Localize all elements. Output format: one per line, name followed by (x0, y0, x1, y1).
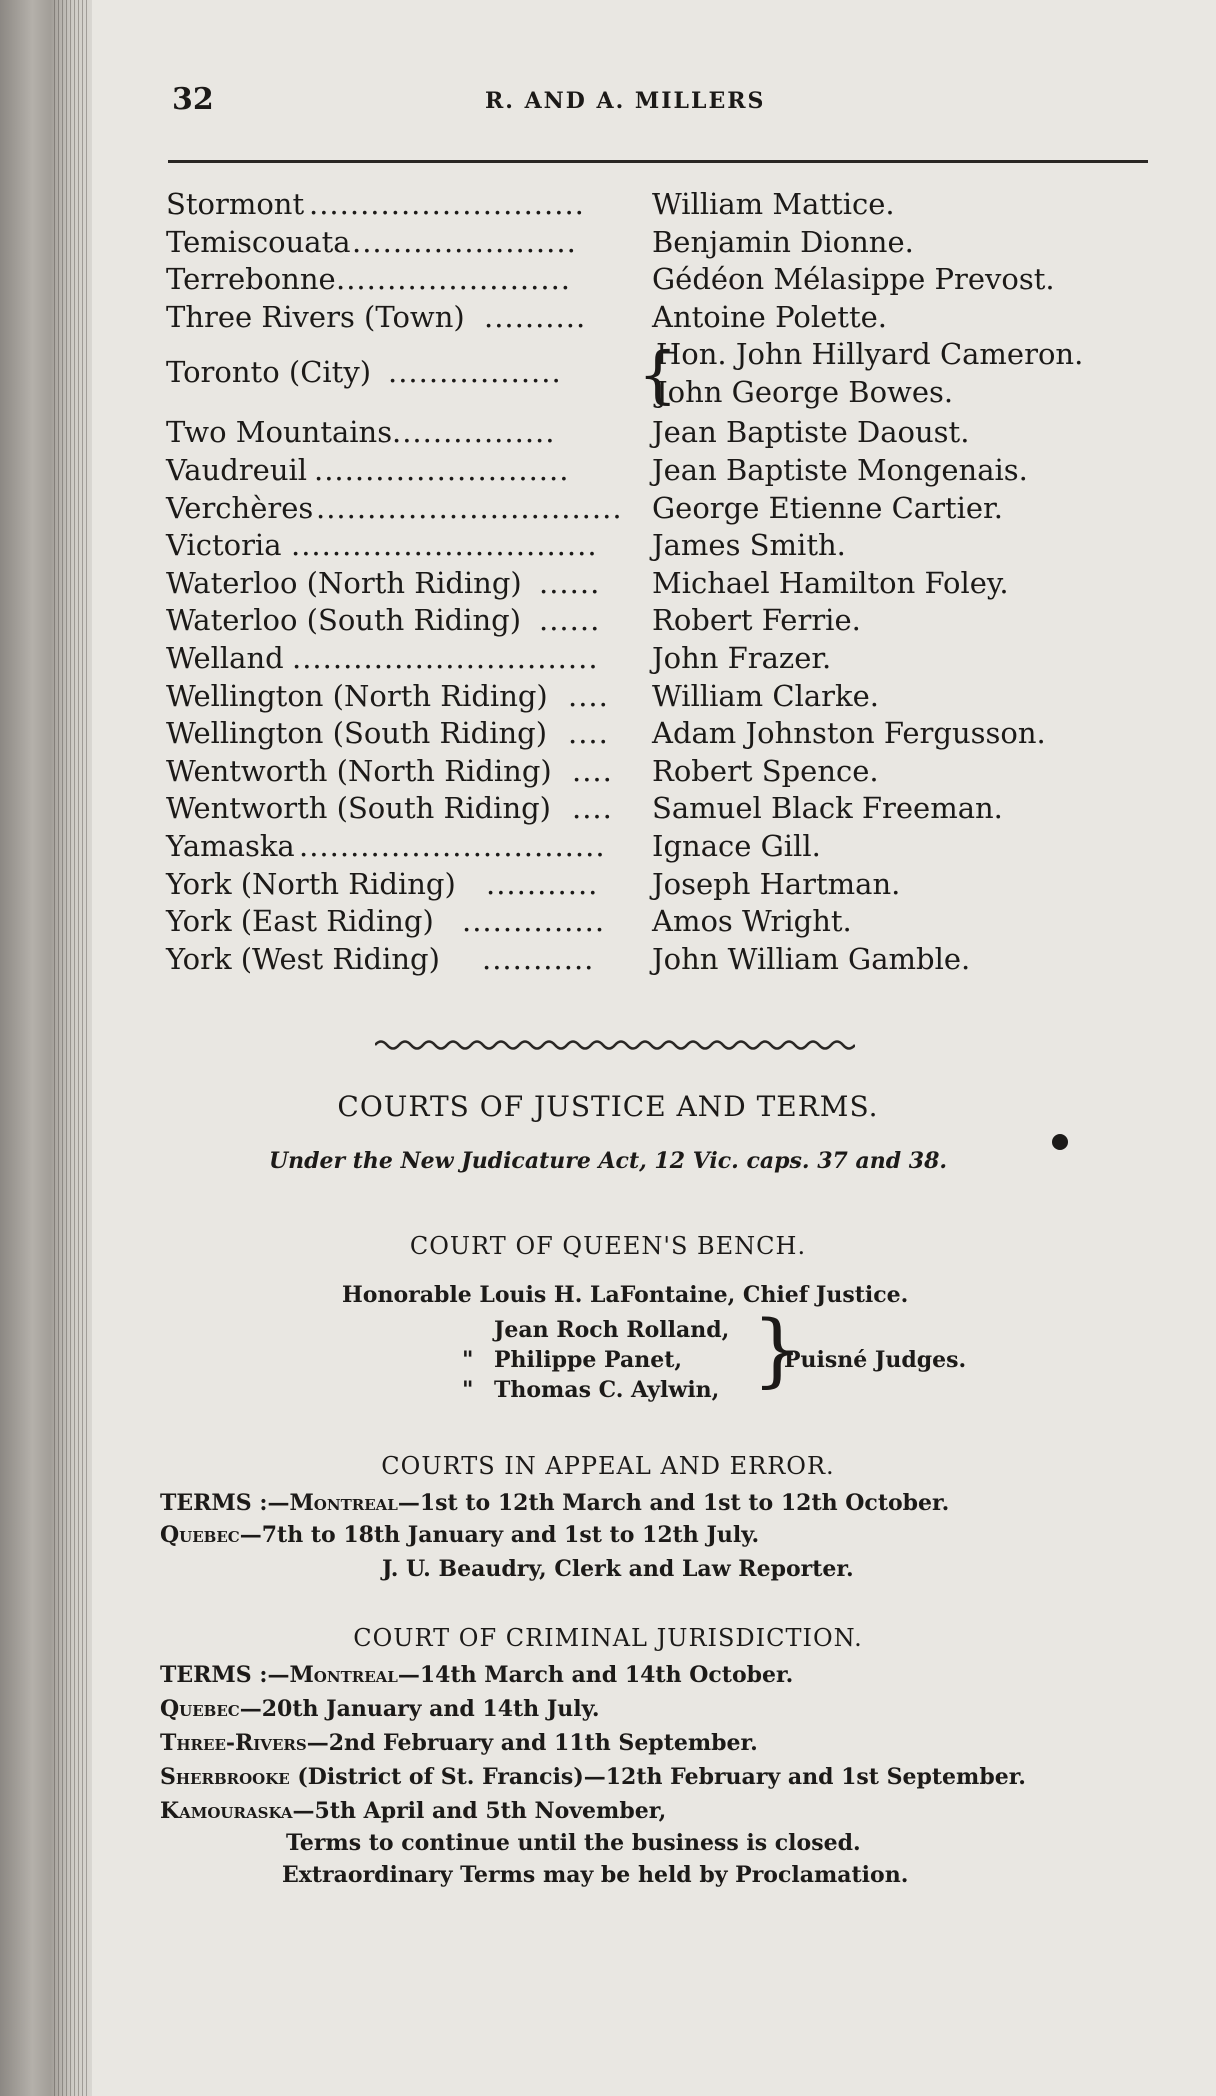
term-dates: —14th March and 14th October. (397, 1662, 794, 1688)
list-item (166, 903, 1126, 941)
leader-dots: .... (572, 753, 613, 788)
header-rule (168, 160, 1148, 163)
list-item (166, 602, 1126, 640)
list-item (166, 336, 1126, 414)
courts-title: COURTS OF JUSTICE AND TERMS. (337, 1090, 879, 1123)
terms-label: TERMS :— (160, 1662, 290, 1688)
term-dates: —2nd February and 11th September. (306, 1730, 758, 1756)
appeal-terms-quebec (160, 1522, 759, 1548)
list-item (166, 941, 1126, 979)
term-dates: —20th January and 14th July. (239, 1696, 600, 1722)
leader-dots: .............................. (316, 490, 623, 525)
list-item (166, 261, 1126, 299)
page-number: 32 (172, 82, 214, 117)
list-item (166, 414, 1126, 452)
brace: { (638, 338, 678, 412)
list-item (166, 715, 1126, 753)
leader-dots: ................ (392, 415, 556, 450)
appeal-title: COURTS IN APPEAL AND ERROR. (381, 1452, 835, 1480)
district-name: Wentworth (South Riding) (166, 791, 552, 826)
leader-dots: .............................. (299, 828, 606, 863)
district-name: Two Mountains (166, 415, 393, 450)
list-item (166, 828, 1126, 866)
running-title: R. AND A. MILLERS (485, 88, 766, 114)
list-item (166, 490, 1126, 528)
list-item (166, 186, 1126, 224)
brace: } (752, 1303, 803, 1396)
member-name: Michael Hamilton Foley. (652, 565, 1009, 600)
member-name: George Etienne Cartier. (652, 490, 1003, 525)
district-name: Stormont (166, 187, 305, 221)
district-name: York (West Riding) (166, 941, 440, 976)
district-name: York (North Riding) (166, 866, 456, 901)
leader-dots: ......................... (314, 452, 570, 487)
district-name: Waterloo (North Riding) (166, 565, 522, 600)
member-name: Adam Johnston Fergusson. (652, 716, 1046, 751)
honorable-label: Honorable (342, 1282, 472, 1308)
place-name: Sherbrooke (160, 1764, 290, 1790)
page-header (172, 82, 1142, 122)
extraordinary-terms-note: Extraordinary Terms may be held by Proclamation. (282, 1862, 909, 1888)
place-name: Quebec (160, 1522, 240, 1548)
district-name: Victoria (166, 528, 282, 563)
book-spine (0, 0, 92, 2096)
district-name: Toronto (City) (166, 355, 372, 390)
district-name: Yamaska (166, 828, 295, 863)
district-name: Three Rivers (Town) (166, 299, 465, 334)
puisne-judges-label: Puisné Judges. (784, 1347, 967, 1373)
member-name: Amos Wright. (652, 904, 852, 939)
member-name: Jean Baptiste Daoust. (652, 415, 970, 450)
leader-dots: ........................... (309, 187, 585, 221)
member-name: Gédéon Mélasippe Prevost. (652, 262, 1055, 297)
leader-dots: .... (568, 716, 609, 751)
place-name: Kamouraska (160, 1798, 293, 1824)
ink-speck (1052, 1134, 1068, 1150)
ditto-mark: " (462, 1377, 474, 1403)
leader-dots: .............................. (292, 640, 599, 675)
leader-dots: ........... (486, 866, 599, 901)
district-name: Waterloo (South Riding) (166, 603, 522, 638)
term-dates: (District of St. Francis)—12th February and 1st September. (289, 1764, 1026, 1790)
list-item (166, 299, 1126, 337)
member-name: Benjamin Dionne. (652, 224, 914, 259)
page-edges (54, 0, 88, 2096)
leader-dots: .............. (462, 904, 606, 939)
list-item (166, 224, 1126, 262)
list-item (166, 527, 1126, 565)
chief-justice-line (342, 1282, 908, 1308)
list-item (166, 866, 1126, 904)
member-list (166, 186, 1126, 978)
criminal-terms-three-rivers (160, 1730, 758, 1756)
place-name: Montreal (289, 1662, 398, 1688)
criminal-title: COURT OF CRIMINAL JURISDICTION. (353, 1624, 863, 1652)
district-name: Temiscouata (166, 224, 351, 259)
member-name: Ignace Gill. (652, 828, 821, 863)
place-name: Quebec (160, 1696, 240, 1722)
leader-dots: ................. (388, 355, 562, 390)
leader-dots: ........... (482, 941, 595, 976)
list-item (166, 565, 1126, 603)
appeal-terms-montreal (160, 1490, 949, 1516)
member-name: John Frazer. (652, 640, 832, 675)
member-name: Robert Ferrie. (652, 603, 861, 638)
member-name: Hon. John Hillyard Cameron. (656, 337, 1084, 372)
terms-label: TERMS :— (160, 1490, 290, 1516)
member-name: William Clarke. (652, 678, 879, 713)
ditto-mark: " (462, 1347, 474, 1373)
criminal-terms-quebec (160, 1696, 600, 1722)
member-name: John George Bowes. (656, 375, 954, 410)
judge-name: Thomas C. Aylwin, (494, 1377, 720, 1403)
district-name: Vaudreuil (166, 452, 308, 487)
district-name: Verchères (166, 490, 314, 525)
terms-continue-note: Terms to continue until the business is closed. (286, 1830, 861, 1856)
district-name: York (East Riding) (166, 904, 434, 939)
criminal-terms-montreal (160, 1662, 793, 1688)
act-subtitle: Under the New Judicature Act, 12 Vic. caps. 37 and 38. (268, 1148, 948, 1174)
term-dates: —1st to 12th March and 1st to 12th October. (397, 1490, 950, 1516)
leader-dots: ...... (539, 565, 601, 600)
judge-name: Philippe Panet, (494, 1347, 683, 1373)
member-name: Jean Baptiste Mongenais. (652, 452, 1028, 487)
list-item (166, 790, 1126, 828)
term-dates: —7th to 18th January and 1st to 12th July. (239, 1522, 760, 1548)
list-item (166, 678, 1126, 716)
wavy-divider (375, 1036, 855, 1054)
leader-dots: .... (572, 791, 613, 826)
district-name: Terrebonne (166, 262, 336, 297)
leader-dots: ...................... (352, 224, 577, 259)
member-name: Antoine Polette. (652, 299, 887, 334)
list-item (166, 452, 1126, 490)
leader-dots: .......... (484, 299, 587, 334)
district-name: Welland (166, 640, 284, 675)
place-name: Montreal (289, 1490, 398, 1516)
leader-dots: .............................. (291, 528, 598, 563)
criminal-terms-kamouraska (160, 1798, 666, 1824)
list-item (166, 640, 1126, 678)
district-name: Wentworth (North Riding) (166, 753, 552, 788)
member-name: John William Gamble. (652, 941, 971, 976)
criminal-terms-sherbrooke (160, 1764, 1026, 1790)
chief-justice: Louis H. LaFontaine, Chief Justice. (479, 1282, 909, 1308)
member-name: James Smith. (652, 528, 846, 563)
judge-name: Jean Roch Rolland, (494, 1317, 730, 1343)
leader-dots: ....................... (336, 262, 572, 297)
term-dates: —5th April and 5th November, (292, 1798, 667, 1824)
district-name: Wellington (South Riding) (166, 716, 548, 751)
leader-dots: ...... (539, 603, 601, 638)
member-name: Samuel Black Freeman. (652, 791, 1003, 826)
member-name: Joseph Hartman. (652, 866, 901, 901)
district-name: Wellington (North Riding) (166, 678, 548, 713)
member-name: Robert Spence. (652, 753, 879, 788)
place-name: Three-Rivers (160, 1730, 307, 1756)
queens-bench-title: COURT OF QUEEN'S BENCH. (409, 1232, 807, 1260)
member-name: William Mattice. (652, 187, 895, 221)
leader-dots: .... (568, 678, 609, 713)
clerk-line: J. U. Beaudry, Clerk and Law Reporter. (382, 1556, 854, 1582)
list-item (166, 753, 1126, 791)
